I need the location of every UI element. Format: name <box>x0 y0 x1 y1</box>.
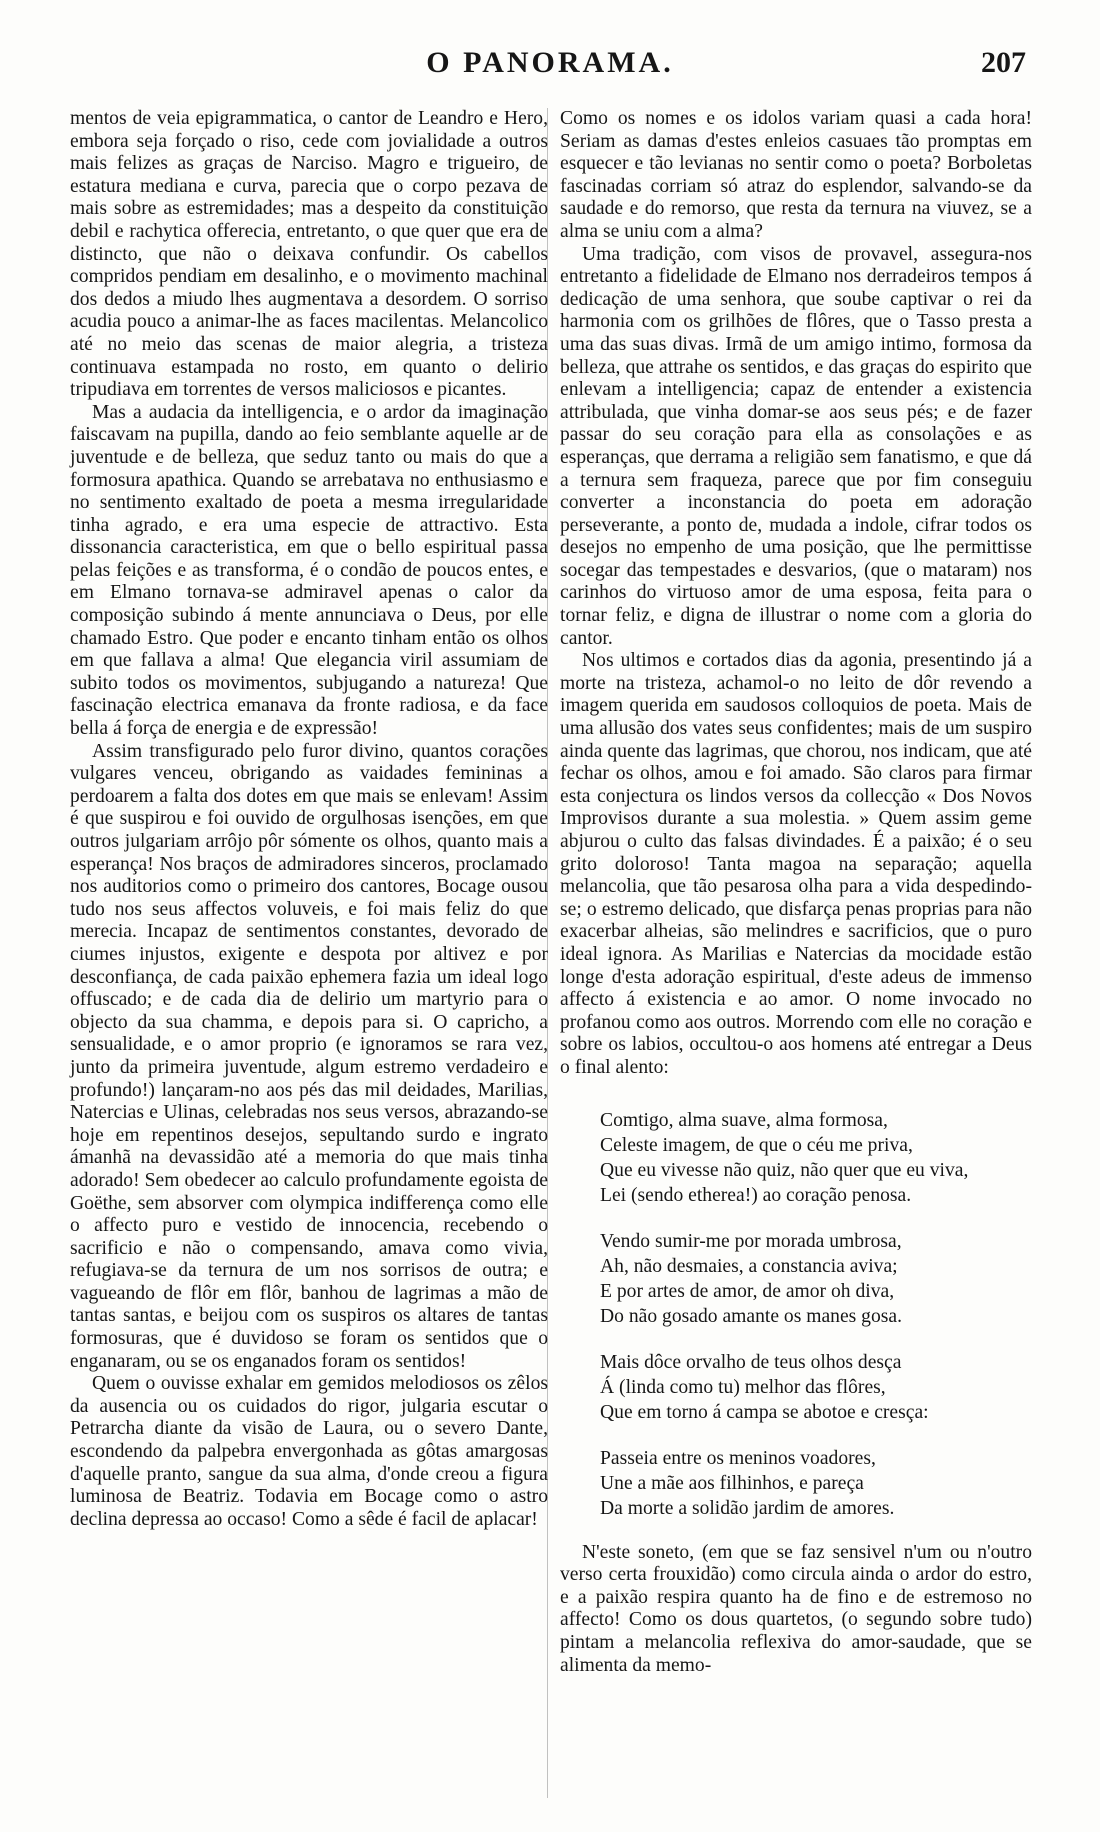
sonnet <box>600 1108 1032 1521</box>
verse-line: Á (linda como tu) melhor das flôres, <box>600 1376 886 1398</box>
paragraph: Como os nomes e os idolos variam quasi a cada hora! Seriam as damas d'estes enleios casuaes tão promptas em esquecer e tão levianas no sentir como o poeta? Borboletas fascinadas corriam só atraz do esplendor, salvando-se da saudade e do remorso, que resta da ternura na viuvez, se a alma se uniu com a alma? <box>560 108 1032 242</box>
stanza <box>600 1350 1032 1425</box>
page-number: 207 <box>981 46 1026 79</box>
verse-line: Da morte a solidão jardim de amores. <box>600 1497 895 1519</box>
verse-line: Une a mãe aos filhinhos, e pareça <box>600 1472 864 1494</box>
paragraph: mentos de veia epigrammatica, o cantor de Leandro e Hero, embora seja forçado o riso, cede com jovialidade a outros mais felizes as graças de Narciso. Magro e trigueiro, de estatura mediana e curva, parecia que o corpo pezava de mais sobre as estremidades; mas a despeito da constituição debil e rachytica offerecia, entretanto, o que quer que era de distincto, que não o deixava confundir. Os cabellos compridos pendiam em desalinho, e o movimento machinal dos dedos a miudo lhes augmentava a desordem. O sorriso acudia pouco a animar-lhe as faces macilentas. Melancolico até no meio das scenas de maior alegria, a tristeza continuava estampada no rosto, em quanto o delirio tripudiava em torrentes de versos maliciosos e picantes. <box>70 108 548 401</box>
paragraph: Nos ultimos e cortados dias da agonia, presentindo já a morte na tristeza, achamol-o no leito de dôr revendo a imagem querida em saudosos colloquios de poeta. Mais de uma allusão dos vates seus confidentes; mais de um suspiro ainda quente das lagrimas, que chorou, nos indicam, que até fechar os olhos, amou e foi amado. São claros para firmar esta conjectura os lindos versos da collecção « Dos Novos Improvisos durante a sua molestia. » Quem assim geme abjurou o culto das falsas divindades. É a paixão; é o seu grito doloroso! Tanta magoa na separação; aquella melancolia, que tão pesarosa olha para a vida despedindo-se; o estremo delicado, que disfarça penas proprias para não exacerbar alheias, são melindres e sacrificios, que o puro ideal ignora. As Marilias e Natercias da mocidade estão longe d'esta adoração espiritual, d'este adeus de immenso affecto á existencia e ao amor. O nome invocado no profanou como aos outros. Morrendo com elle no coração e sobre os labios, occultou-o aos homens até entregar a Deus o final alento: <box>560 650 1032 1078</box>
page-header <box>0 36 1100 96</box>
verse-line: Vendo sumir-me por morada umbrosa, <box>600 1230 902 1252</box>
verse-line: Lei (sendo etherea!) ao coração penosa. <box>600 1184 912 1206</box>
verse-line: Que eu vivesse não quiz, não quer que eu viva, <box>600 1159 969 1181</box>
paragraph: N'este soneto, (em que se faz sensivel n'um ou n'outro verso certa frouxidão) como circula ainda o ardor do estro, e a paixão respira quanto ha de fino e de estremoso no affecto! Como os dous quartetos, (o segundo sobre tudo) pintam a melancolia reflexiva do amor-saudade, que se alimenta da memo- <box>560 1541 1032 1676</box>
verse-line: E por artes de amor, de amor oh diva, <box>600 1280 895 1302</box>
paragraph: Uma tradição, com visos de provavel, assegura-nos entretanto a fidelidade de Elmano nos derradeiros tempos á dedicação de uma senhora, que soube captivar o rei da harmonia com os grilhões de flôres, que o Tasso presta a uma das suas divas. Irmã de um amigo intimo, formosa da belleza, que attrahe os sentidos, e das graças do espirito que enlevam a intelligencia; capaz de entender a existencia attribulada, que vinha domar-se aos seus pés; e de fazer passar do seu coração para ella as consolações e as esperanças, que derrama a religião sem fanatismo, e que dá a ternura sem fraqueza, parece que por fim conseguiu converter a inconstancia do poeta em adoração perseverante, a ponto de, mudada a indole, cifrar todos os desejos no empenho de uma posição, que lhe permittisse socegar das tempestades e desvarios, (que o mataram) nos carinhos do virtuoso amor de uma esposa, feita para o tornar feliz, e digna de illustrar o nome com a gloria do cantor. <box>560 243 1032 649</box>
stanza <box>600 1446 1032 1521</box>
stanza <box>600 1108 1032 1208</box>
verse-line: Celeste imagem, de que o céu me priva, <box>600 1134 913 1156</box>
paragraph: Mas a audacia da intelligencia, e o ardor da imaginação faiscavam na pupilla, dando ao feio semblante aquelle ar de juventude e de belleza, que seduz tanto ou mais do que a formosura apathica. Quando se arrebatava no enthusiasmo e no sentimento exaltado de poeta a mesma irregularidade tinha agrado, e era uma especie de attractivo. Esta dissonancia caracteristica, em que o bello espiritual passa pelas feições e as transforma, é o condão de poucos entes, e em Elmano tornava-se admiravel apenas o calor da composição subindo á mente annunciava o Deus, por elle chamado Estro. Que poder e encanto tinham então os olhos em que fallava a alma! Que elegancia viril assumiam de subito todos os movimentos, subjugando a natureza! Que fascinação electrica emanava da fronte radiosa, e da face bella á força de energia e de expressão! <box>70 401 548 740</box>
verse-line: Do não gosado amante os manes gosa. <box>600 1305 903 1327</box>
paragraph: Assim transfigurado pelo furor divino, quantos corações vulgares venceu, obrigando as vaidades femininas a perdoarem a falta dos dotes em que mais se enlevam! Assim é que suspirou e foi ouvido de orgulhosas isenções, em que outros julgariam arrôjo pôr sómente os olhos, quanto mais a esperança! Nos braços de admiradores sinceros, proclamado nos auditorios como o primeiro dos cantores, Bocage ousou tudo nos seus affectos voluveis, e foi mais feliz do que merecia. Incapaz de sentimentos constantes, devorado de ciumes injustos, exigente e despota por altivez e por desconfiança, de cada paixão ephemera fazia um ideal logo offuscado; e de cada dia de delirio um martyrio para o objecto da sua chamma, e depois para si. O capricho, a sensualidade, e o amor proprio (e ignoramos se rara vez, junto da primeira juventude, algum estremo verdadeiro e profundo!) lançaram-no aos pés das mil deidades, Marilias, Natercias e Ulinas, celebradas nos seus versos, abrazando-se hoje em repentinos desejos, sepultando surdo e ingrato ámanhã na devassidão até a memoria do que mais tinha adorado! Sem obedecer ao calculo profundamente egoista de Goëthe, sem absorver com olympica indifferença como elle o affecto puro e vestido de innocencia, recebendo o sacrificio e não o compensando, amava como vivia, refugiava-se da ternura de um nos sorrisos de outra; e vagueando de flôr em flôr, banhou de lagrimas a mão de tantas santas, e beijou com os suspiros os altares de tantas formosuras, que é duvidoso se foram os sentidos que o enganaram, ou se os enganados foram os sentidos! <box>70 740 548 1372</box>
verse-line: Mais dôce orvalho de teus olhos desça <box>600 1351 902 1373</box>
verse-line: Que em torno á campa se abotoe e cresça: <box>600 1401 929 1423</box>
journal-title: O PANORAMA. <box>426 46 674 79</box>
verse-line: Comtigo, alma suave, alma formosa, <box>600 1109 888 1131</box>
paragraph: Quem o ouvisse exhalar em gemidos melodiosos os zêlos da ausencia ou os cuidados do rigor, julgaria escutar o Petrarcha diante da visão de Laura, ou o severo Dante, escondendo da palpebra envergonhada as gôtas amargosas d'aquelle pranto, sangue da sua alma, d'onde creou a figura luminosa de Beatriz. Todavia em Bocage como o astro declina depressa ao occaso! Como a sêde é facil de aplacar! <box>70 1373 548 1530</box>
stanza <box>600 1229 1032 1329</box>
right-column <box>560 108 1032 1677</box>
verse-line: Passeia entre os meninos voadores, <box>600 1447 876 1469</box>
left-column <box>70 108 548 1531</box>
verse-line: Ah, não desmaies, a constancia aviva; <box>600 1255 898 1277</box>
